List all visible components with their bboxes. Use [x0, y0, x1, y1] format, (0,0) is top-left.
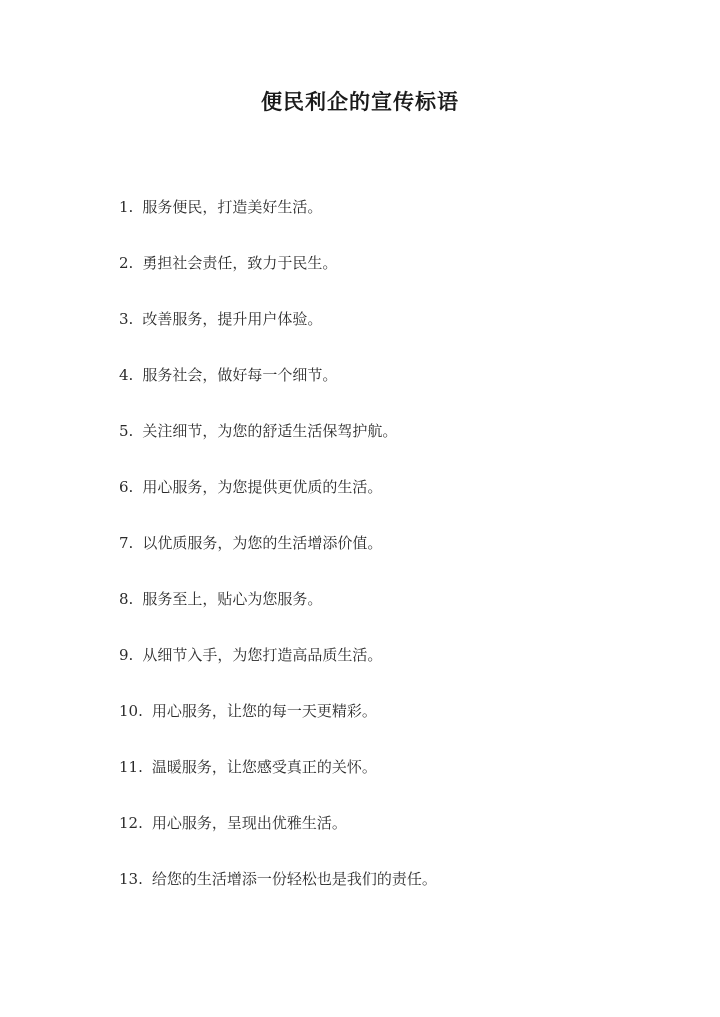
list-item [119, 249, 679, 305]
item-text: 用心服务，让您的每一天更精彩。 [151, 702, 377, 720]
list-item [119, 865, 679, 921]
list-item [119, 753, 679, 809]
list-item [119, 641, 679, 697]
item-number: 2. [119, 254, 134, 272]
item-number: 5. [119, 422, 134, 440]
list-item [119, 305, 679, 361]
item-number: 4. [119, 366, 134, 384]
list-item [119, 529, 679, 585]
item-number: 7. [119, 534, 134, 552]
list-item [119, 697, 679, 753]
item-text: 以优质服务，为您的生活增添价值。 [142, 534, 383, 552]
item-text: 温暖服务，让您感受真正的关怀。 [151, 758, 377, 776]
item-text: 服务至上，贴心为您服务。 [142, 590, 323, 608]
list-item [119, 809, 679, 865]
list-item [119, 417, 679, 473]
item-text: 改善服务，提升用户体验。 [142, 310, 323, 328]
list-item [119, 193, 679, 249]
item-number: 1. [119, 198, 134, 216]
item-text: 从细节入手，为您打造高品质生活。 [142, 646, 383, 664]
item-text: 勇担社会责任，致力于民生。 [142, 254, 338, 272]
item-text: 服务便民，打造美好生活。 [142, 198, 323, 216]
document-title: 便民利企的宣传标语 [261, 89, 459, 114]
item-number: 10. [119, 702, 143, 720]
item-text: 给您的生活增添一份轻松也是我们的责任。 [151, 870, 437, 888]
item-text: 服务社会，做好每一个细节。 [142, 366, 338, 384]
item-number: 11. [119, 758, 143, 776]
item-number: 8. [119, 590, 134, 608]
item-text: 用心服务，为您提供更优质的生活。 [142, 478, 383, 496]
item-number: 13. [119, 870, 143, 888]
list-item [119, 585, 679, 641]
list-item [119, 361, 679, 417]
item-number: 12. [119, 814, 143, 832]
item-number: 6. [119, 478, 134, 496]
item-number: 9. [119, 646, 134, 664]
item-text: 关注细节，为您的舒适生活保驾护航。 [142, 422, 398, 440]
slogan-list [119, 193, 679, 921]
item-number: 3. [119, 310, 134, 328]
list-item [119, 473, 679, 529]
item-text: 用心服务，呈现出优雅生活。 [151, 814, 347, 832]
